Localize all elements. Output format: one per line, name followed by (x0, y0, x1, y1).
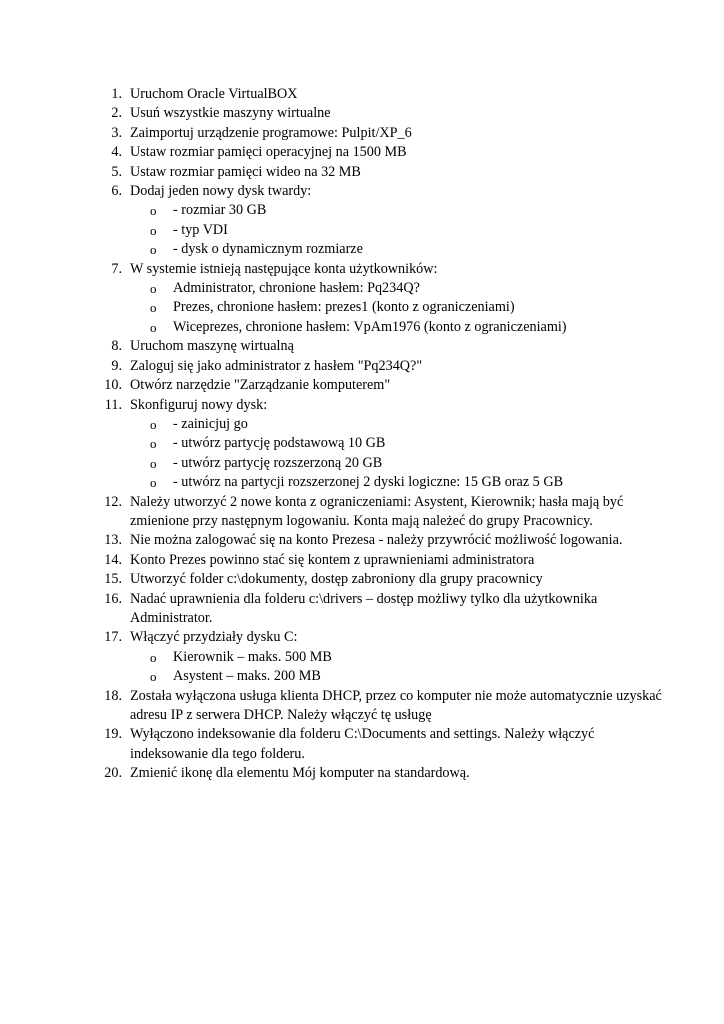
instruction-list (0, 85, 724, 784)
item-text: Nie można zalogować się na konto Prezesa - należy przywrócić możliwość logowania. (130, 532, 623, 549)
list-item (0, 628, 724, 647)
sub-list-item (0, 473, 724, 492)
item-number: 4. (111, 144, 122, 161)
item-text: Wyłączono indeksowanie dla folderu C:\Documents and settings. Należy włączyć indeksowanie dla tego folderu. (130, 726, 595, 762)
sub-list-item (0, 240, 724, 259)
sub-item-text: - utwórz na partycji rozszerzonej 2 dyski logiczne: 15 GB oraz 5 GB (173, 474, 564, 491)
item-number: 8. (111, 338, 122, 355)
sub-list-item (0, 201, 724, 220)
item-text: Włączyć przydziały dysku C: (130, 629, 298, 646)
item-number: 1. (111, 86, 122, 102)
sub-list-item (0, 415, 724, 434)
item-number: 2. (111, 105, 122, 122)
item-number: 14. (104, 551, 122, 568)
sub-item-text: Kierownik – maks. 500 MB (173, 648, 332, 665)
list-item (0, 493, 724, 532)
item-text: Nadać uprawnienia dla folderu c:\drivers – dostęp możliwy tylko dla użytkownika Administrator. (130, 590, 598, 626)
item-text: Uruchom Oracle VirtualBOX (130, 86, 298, 102)
circle-bullet-icon: o (150, 242, 157, 258)
item-text: Skonfiguruj nowy dysk: (130, 396, 268, 413)
circle-bullet-icon: o (150, 416, 157, 432)
item-text: Otwórz narzędzie "Zarządzanie komputerem" (130, 377, 391, 394)
list-item (0, 687, 724, 726)
circle-bullet-icon: o (150, 203, 157, 219)
circle-bullet-icon: o (150, 281, 157, 297)
sub-item-text: - dysk o dynamicznym rozmiarze (173, 241, 363, 258)
list-item (0, 124, 724, 143)
item-number: 3. (111, 124, 122, 141)
list-item (0, 357, 724, 376)
sub-list-item (0, 298, 724, 317)
item-number: 6. (111, 183, 122, 200)
sub-item-text: - utwórz partycję podstawową 10 GB (173, 435, 386, 452)
item-number: 7. (111, 260, 122, 277)
item-number: 13. (104, 532, 122, 549)
sub-list-item (0, 434, 724, 453)
sub-list-item (0, 648, 724, 667)
circle-bullet-icon: o (150, 436, 157, 452)
sub-item-text: Prezes, chronione hasłem: prezes1 (konto z ograniczeniami) (173, 299, 515, 316)
list-item (0, 337, 724, 356)
list-item (0, 764, 724, 783)
item-number: 15. (104, 571, 122, 588)
item-number: 17. (104, 629, 122, 646)
sub-list-item (0, 221, 724, 240)
circle-bullet-icon: o (150, 475, 157, 491)
circle-bullet-icon: o (150, 300, 157, 316)
item-number: 5. (111, 163, 122, 180)
list-item (0, 590, 724, 629)
sub-item-text: - utwórz partycję rozszerzoną 20 GB (173, 454, 383, 471)
list-item (0, 104, 724, 123)
item-number: 18. (104, 687, 122, 704)
sub-item-text: Administrator, chronione hasłem: Pq234Q? (173, 280, 420, 297)
sub-list-item (0, 279, 724, 298)
sub-list-item (0, 667, 724, 686)
sub-item-text: - rozmiar 30 GB (173, 202, 267, 219)
sub-item-text: Wiceprezes, chronione hasłem: VpAm1976 (konto z ograniczeniami) (173, 318, 567, 335)
list-item (0, 260, 724, 279)
sub-item-text: - zainicjuj go (173, 415, 248, 432)
circle-bullet-icon: o (150, 649, 157, 665)
list-item (0, 551, 724, 570)
item-number: 16. (104, 590, 122, 607)
item-text: Dodaj jeden nowy dysk twardy: (130, 183, 312, 200)
sub-item-text: Asystent – maks. 200 MB (173, 668, 321, 685)
item-number: 11. (104, 396, 122, 413)
circle-bullet-icon: o (150, 669, 157, 685)
item-text: Usuń wszystkie maszyny wirtualne (130, 105, 331, 122)
list-item (0, 182, 724, 201)
item-text: Ustaw rozmiar pamięci operacyjnej na 1500 MB (130, 144, 407, 161)
list-item (0, 531, 724, 550)
item-number: 20. (104, 765, 122, 782)
list-item (0, 163, 724, 182)
item-text: Konto Prezes powinno stać się kontem z uprawnieniami administratora (130, 551, 535, 568)
circle-bullet-icon: o (150, 222, 157, 238)
sub-item-text: - typ VDI (173, 221, 228, 238)
circle-bullet-icon: o (150, 319, 157, 335)
list-item (0, 396, 724, 415)
circle-bullet-icon: o (150, 455, 157, 471)
item-text: Zmienić ikonę dla elementu Mój komputer na standardową. (130, 765, 470, 782)
item-number: 9. (111, 357, 122, 374)
list-item (0, 570, 724, 589)
item-text: Należy utworzyć 2 nowe konta z ograniczeniami: Asystent, Kierownik; hasła mają być zmienione przy następnym logowaniu. Konta mają należeć do grupy Pracownicy. (130, 493, 624, 529)
sub-list-item (0, 454, 724, 473)
list-item (0, 143, 724, 162)
item-text: Uruchom maszynę wirtualną (130, 338, 294, 355)
list-item (0, 725, 724, 764)
item-text: Została wyłączona usługa klienta DHCP, przez co komputer nie może automatycznie uzyskać adresu IP z serwera DHCP. Należy włączyć tę usługę (130, 687, 662, 723)
item-text: Utworzyć folder c:\dokumenty, dostęp zabroniony dla grupy pracownicy (130, 571, 543, 588)
list-item (0, 376, 724, 395)
item-number: 19. (104, 726, 122, 743)
item-text: Zaimportuj urządzenie programowe: Pulpit/XP_6 (130, 124, 412, 141)
item-text: Zaloguj się jako administrator z hasłem "Pq234Q?" (130, 357, 423, 374)
item-number: 10. (104, 377, 122, 394)
item-number: 12. (104, 493, 122, 510)
list-item (0, 85, 724, 104)
item-text: W systemie istnieją następujące konta użytkowników: (130, 260, 438, 277)
sub-list-item (0, 318, 724, 337)
item-text: Ustaw rozmiar pamięci wideo na 32 MB (130, 163, 361, 180)
